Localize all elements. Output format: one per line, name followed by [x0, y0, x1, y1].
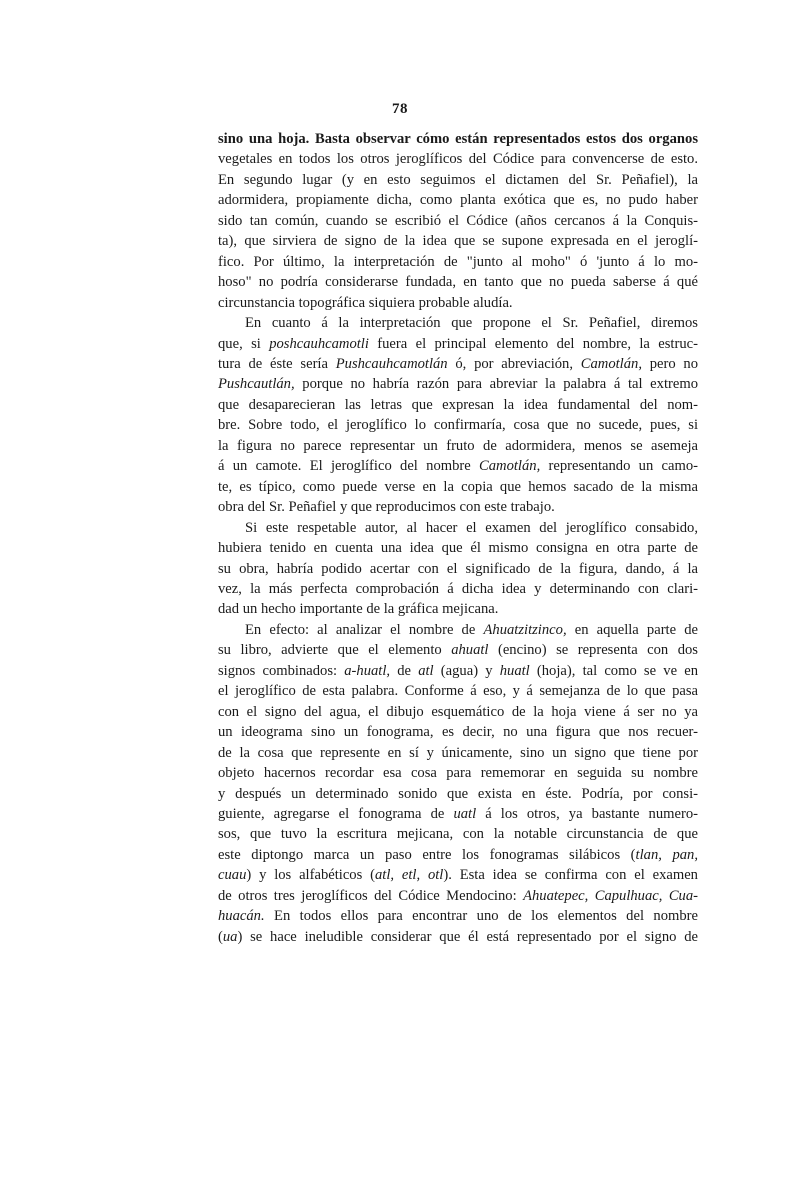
text-segment: En segundo lugar (y en esto seguimos el dictamen del Sr. Peñafiel), la [218, 171, 698, 188]
text-line [218, 231, 698, 251]
text-line [218, 722, 698, 742]
text-line [218, 170, 698, 190]
text-line [218, 211, 698, 231]
italic-term: atl, etl, otl [374, 867, 444, 884]
text-segment: signos combinados: [218, 662, 345, 679]
italic-term: Ahuatzitzinco, [483, 621, 567, 638]
text-segment: fuera el principal elemento del nombre, la estruc- [368, 335, 698, 352]
text-segment: sino una hoja. Basta observar cómo están representados estos dos organos [218, 131, 698, 147]
text-segment: bre. Sobre todo, el jeroglífico lo confirmaría, cosa que no sucede, pues, si [218, 417, 698, 434]
text-segment: ó, por abreviación, [447, 355, 581, 372]
text-segment: objeto hacernos recordar esa cosa para rememorar en seguida su nombre [218, 765, 698, 782]
text-line [218, 374, 698, 394]
text-line [218, 886, 698, 906]
text-line [218, 906, 698, 926]
text-line [218, 293, 698, 313]
text-line [218, 415, 698, 435]
text-segment: sido tan común, cuando se escribió el Códice (años cercanos á la Conquis- [218, 212, 698, 229]
text-line [218, 149, 698, 169]
text-line [218, 702, 698, 722]
text-line [218, 456, 698, 476]
page-number: 78 [392, 101, 408, 117]
text-line [218, 640, 698, 660]
paragraph [218, 620, 698, 947]
text-segment: En todos ellos para encontrar uno de los elementos del nombre [264, 908, 698, 925]
text-line [218, 354, 698, 374]
paragraph [218, 518, 698, 620]
text-segment: de otros tres jeroglíficos del Códice Mendocino: [218, 887, 524, 904]
text-segment: que desaparecieran las letras que expresan la idea fundamental del nom- [218, 396, 698, 413]
text-segment: hubiera tenido en cuenta una idea que él mismo consigna en otra parte de [218, 540, 698, 557]
text-line [218, 865, 698, 885]
italic-term: atl [418, 662, 434, 679]
text-segment: ( [218, 928, 223, 945]
text-line [218, 763, 698, 783]
italic-term: ahuatl [451, 642, 489, 659]
text-line [218, 477, 698, 497]
text-line [218, 784, 698, 804]
text-line [218, 313, 698, 333]
text-segment: á los otros, ya bastante numero- [476, 805, 698, 822]
text-line [218, 743, 698, 763]
text-segment: En efecto: al analizar el nombre de [245, 621, 484, 638]
text-segment: En cuanto á la interpretación que propone el Sr. Peñafiel, diremos [245, 315, 698, 332]
text-segment: este diptongo marca un paso entre los fonogramas silábicos ( [218, 846, 636, 863]
text-line [218, 538, 698, 558]
italic-term: a-huatl, [344, 662, 391, 679]
text-segment: con el signo del agua, el dibujo esquemático de la hoja viene á ser no ya [218, 703, 698, 720]
text-line [218, 272, 698, 292]
italic-term: ua [222, 928, 238, 945]
text-segment: porque no habría razón para abreviar la palabra á tal extremo [294, 376, 698, 393]
text-segment: vegetales en todos los otros jeroglíficos del Códice para convencerse de esto. [218, 151, 698, 168]
text-line [218, 661, 698, 681]
text-segment: sos, que tuvo la escritura mejicana, con la notable circunstancia de que [218, 826, 698, 843]
paragraph [218, 313, 698, 518]
italic-term: huacán. [218, 908, 265, 925]
text-line [218, 497, 698, 517]
text-segment: ta), que sirviera de signo de la idea que se supone expresada en el jeroglí- [218, 233, 698, 250]
text-line [218, 190, 698, 210]
text-line [218, 559, 698, 579]
italic-term: poshcauhcamotli [269, 335, 369, 352]
text-segment: de la cosa que represente en sí y únicamente, sino un signo que tiene por [218, 744, 698, 761]
text-segment: representando un camo- [540, 458, 698, 475]
text-line [218, 620, 698, 640]
text-line [218, 334, 698, 354]
text-line [218, 129, 698, 149]
text-line [218, 252, 698, 272]
text-segment: circunstancia topográfica siquiera probable aludía. [218, 294, 513, 311]
italic-term: Pushcauhcamotlán [335, 355, 448, 372]
text-line [218, 599, 698, 619]
body-text [218, 129, 698, 947]
paragraph [218, 129, 698, 313]
text-segment: (hoja), tal como se ve en [529, 662, 698, 679]
italic-term: huatl [499, 662, 530, 679]
text-segment: su obra, habría podido acertar con el significado de la figura, dando, á la [218, 560, 698, 577]
text-segment: (agua) y [433, 662, 500, 679]
text-line [218, 518, 698, 538]
text-segment: guiente, agregarse el fonograma de [218, 805, 454, 822]
text-segment: Si este respetable autor, al hacer el examen del jeroglífico consabido, [245, 519, 698, 536]
text-segment: ). Esta idea se confirma con el examen [443, 867, 698, 884]
text-segment: ) y los alfabéticos ( [246, 867, 375, 884]
text-segment: ) se hace ineludible considerar que él está representado por el signo de [237, 928, 698, 945]
italic-term: cuau [218, 867, 247, 884]
italic-term: Pushcautlán, [218, 376, 295, 393]
text-segment: hoso" no podría considerarse fundada, en tanto que no pueda saberse á qué [218, 274, 698, 291]
text-line [218, 927, 698, 947]
text-line [218, 824, 698, 844]
text-segment: á un camote. El jeroglífico del nombre [218, 458, 480, 475]
text-segment: obra del Sr. Peñafiel y que reproducimos con este trabajo. [218, 499, 555, 516]
text-segment: el jeroglífico de esta palabra. Conforme á eso, y á semejanza de lo que pasa [218, 683, 698, 700]
italic-term: uatl [453, 805, 477, 822]
italic-term: Camotlán, [479, 458, 541, 475]
text-line [218, 436, 698, 456]
text-segment: tura de éste sería [218, 355, 336, 372]
text-segment: adormidera, propiamente dicha, como planta exótica que es, no pudo haber [218, 192, 698, 209]
text-segment: y después un determinado sonido que exista en éste. Podría, por consi- [218, 785, 698, 802]
text-line [218, 681, 698, 701]
text-segment: pero no [641, 355, 699, 372]
text-segment: un ideograma sino un fonograma, es decir, no una figura que nos recuer- [218, 724, 698, 741]
text-segment: en aquella parte de [566, 621, 698, 638]
text-segment: de [390, 662, 419, 679]
text-segment: te, es típico, como puede verse en la copia que hemos sacado de la misma [218, 478, 698, 495]
text-line [218, 395, 698, 415]
text-segment: vez, la más perfecta comprobación á dicha idea y determinando con clari- [218, 580, 698, 597]
text-line [218, 804, 698, 824]
text-segment: su libro, advierte que el elemento [218, 642, 452, 659]
italic-term: Camotlán, [580, 355, 642, 372]
text-segment: (encino) se representa con dos [488, 642, 698, 659]
italic-term: tlan, pan, [635, 846, 698, 863]
text-segment: dad un hecho importante de la gráfica mejicana. [218, 601, 499, 618]
text-line [218, 579, 698, 599]
text-segment: que, si [218, 335, 270, 352]
text-segment: fico. Por último, la interpretación de "junto al moho" ó 'junto á lo mo- [218, 253, 698, 270]
italic-term: Ahuatepec, Capulhuac, Cua- [523, 887, 699, 904]
text-segment: la figura no parece representar un fruto de adormidera, menos se asemeja [218, 437, 698, 454]
text-line [218, 845, 698, 865]
